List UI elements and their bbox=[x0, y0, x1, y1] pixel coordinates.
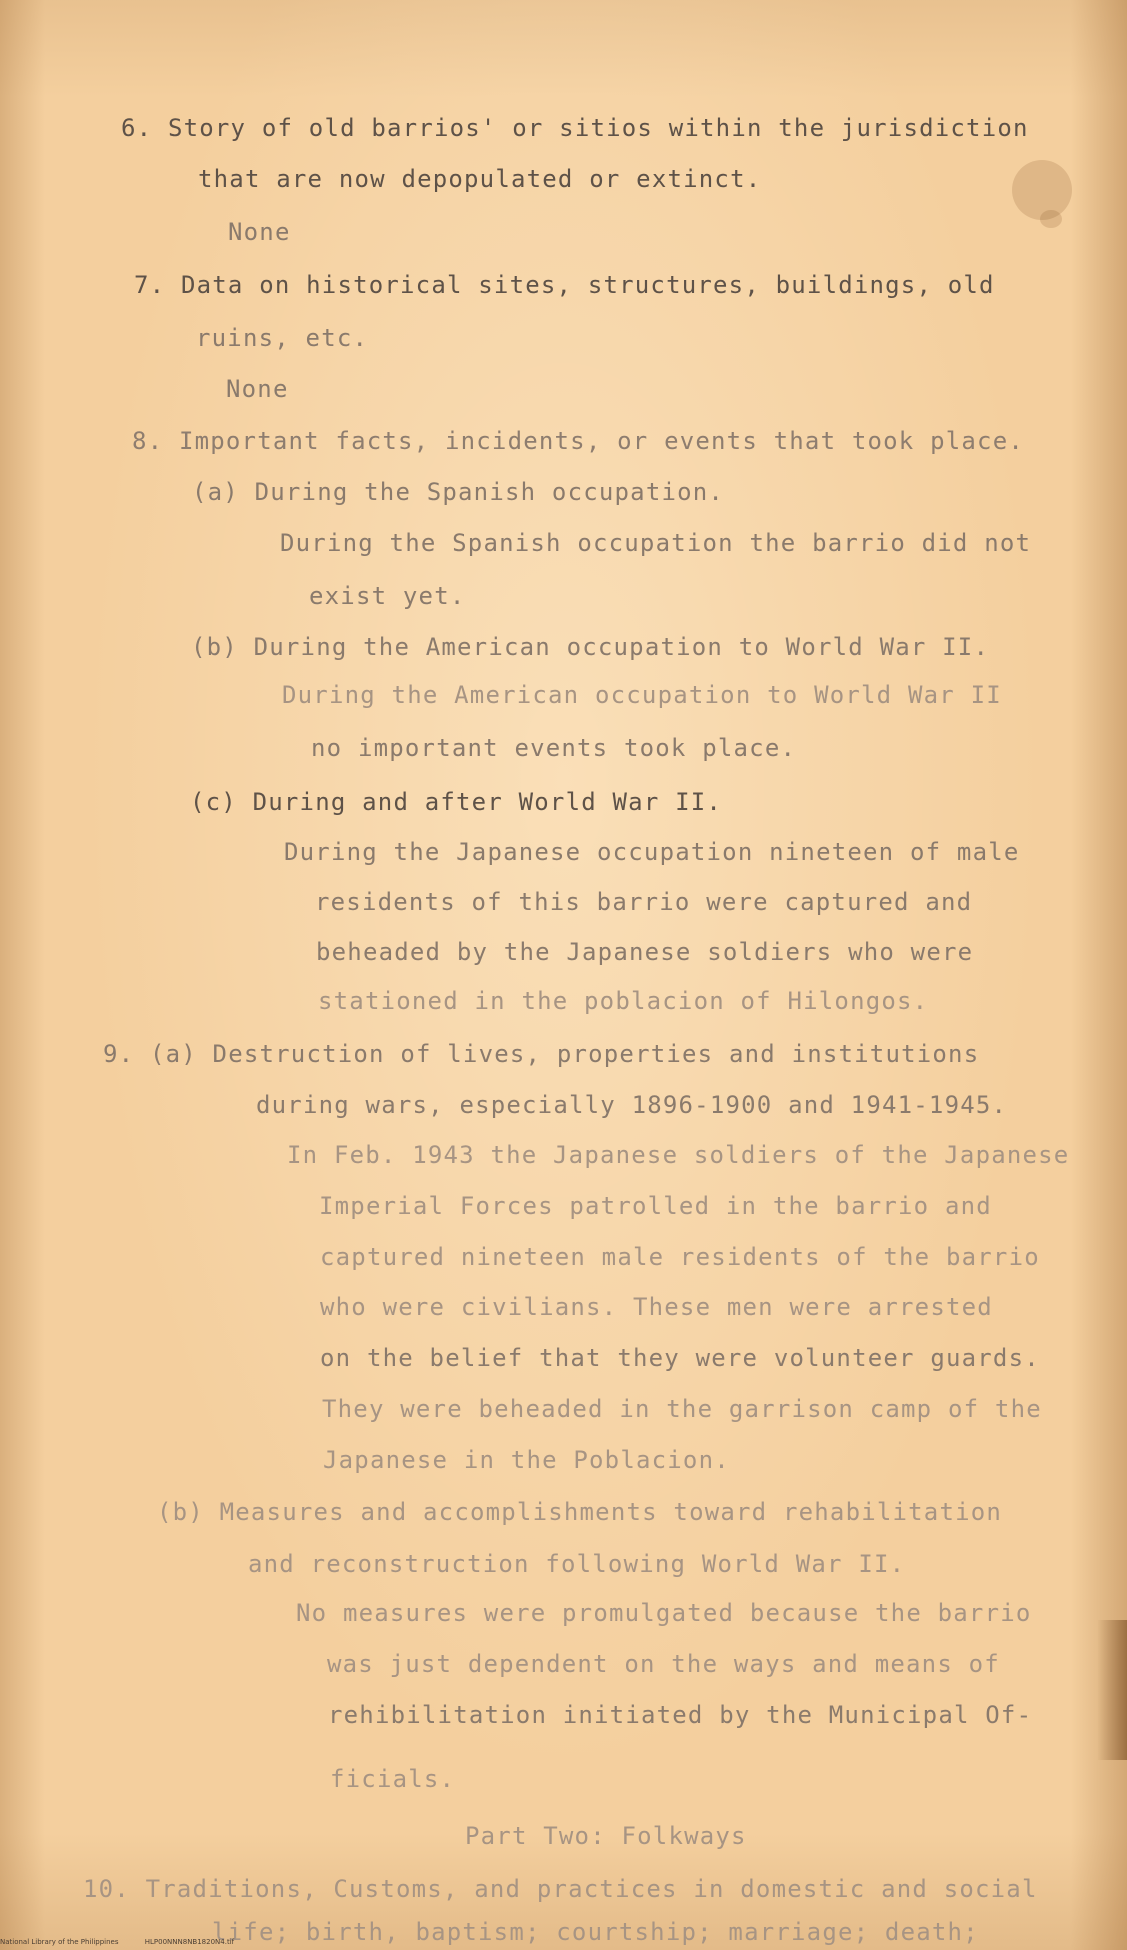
item-8c-text-2: residents of this barrio were captured and bbox=[315, 888, 973, 916]
item-9b-text-2: was just dependent on the ways and means of bbox=[327, 1650, 1000, 1678]
item-8b-text-cont: no important events took place. bbox=[311, 734, 797, 762]
item-6-answer: None bbox=[228, 218, 291, 246]
item-10-title: 10. Traditions, Customs, and practices in domestic and social bbox=[83, 1875, 1038, 1903]
item-8-title: 8. Important facts, incidents, or events that took place. bbox=[132, 427, 1025, 455]
item-6-title-cont: that are now depopulated or extinct. bbox=[198, 165, 762, 193]
item-7-title-cont: ruins, etc. bbox=[196, 324, 369, 352]
item-9a-text-2: Imperial Forces patrolled in the barrio and bbox=[319, 1192, 992, 1220]
item-8a-heading: (a) During the Spanish occupation. bbox=[192, 478, 725, 506]
section-heading-part-two: Part Two: Folkways bbox=[465, 1822, 747, 1850]
item-9a-text-5: on the belief that they were volunteer guards. bbox=[320, 1344, 1040, 1372]
item-8c-text-3: beheaded by the Japanese soldiers who were bbox=[316, 938, 974, 966]
item-7-title: 7. Data on historical sites, structures, buildings, old bbox=[134, 271, 995, 299]
item-6-title: 6. Story of old barrios' or sitios within the jurisdiction bbox=[121, 114, 1029, 142]
footer-file-id: HLP00NNN8NB1820N4.tif bbox=[144, 1938, 235, 1946]
item-9b-text-3: rehibilitation initiated by the Municipal Of- bbox=[328, 1701, 1033, 1729]
item-8a-text-cont: exist yet. bbox=[309, 582, 466, 610]
item-9b-text-4: ficials. bbox=[330, 1765, 456, 1793]
item-8c-text-1: During the Japanese occupation nineteen of male bbox=[284, 838, 1020, 866]
item-9a-text-1: In Feb. 1943 the Japanese soldiers of the Japanese bbox=[287, 1141, 1070, 1169]
paper-stain bbox=[1040, 210, 1062, 228]
item-8c-text-4: stationed in the poblacion of Hilongos. bbox=[318, 987, 929, 1015]
item-9b-heading-cont: and reconstruction following World War II. bbox=[248, 1550, 906, 1578]
item-8c-heading: (c) During and after World War II. bbox=[190, 788, 723, 816]
paper-stain bbox=[1012, 160, 1072, 220]
footer-library: National Library of the Philippines bbox=[0, 1938, 119, 1946]
scan-footer bbox=[0, 1938, 258, 1946]
item-7-answer: None bbox=[226, 375, 289, 403]
item-9a-text-7: Japanese in the Poblacion. bbox=[323, 1446, 730, 1474]
item-9a-text-4: who were civilians. These men were arrested bbox=[320, 1293, 993, 1321]
item-9b-heading: (b) Measures and accomplishments toward rehabilitation bbox=[157, 1498, 1003, 1526]
item-8b-heading: (b) During the American occupation to World War II. bbox=[191, 633, 990, 661]
item-9b-text-1: No measures were promulgated because the barrio bbox=[296, 1599, 1032, 1627]
paper-edge-stain bbox=[1097, 1620, 1127, 1760]
item-9a-text-3: captured nineteen male residents of the barrio bbox=[320, 1243, 1040, 1271]
item-9a-heading-cont: during wars, especially 1896-1900 and 1941-1945. bbox=[256, 1091, 1008, 1119]
item-8b-text: During the American occupation to World War II bbox=[282, 681, 1002, 709]
item-8a-text: During the Spanish occupation the barrio did not bbox=[280, 529, 1032, 557]
item-9a-heading: 9. (a) Destruction of lives, properties and institutions bbox=[103, 1040, 980, 1068]
item-9a-text-6: They were beheaded in the garrison camp of the bbox=[322, 1395, 1042, 1423]
item-10-title-cont: life; birth, baptism; courtship; marriage; death; bbox=[212, 1918, 979, 1946]
